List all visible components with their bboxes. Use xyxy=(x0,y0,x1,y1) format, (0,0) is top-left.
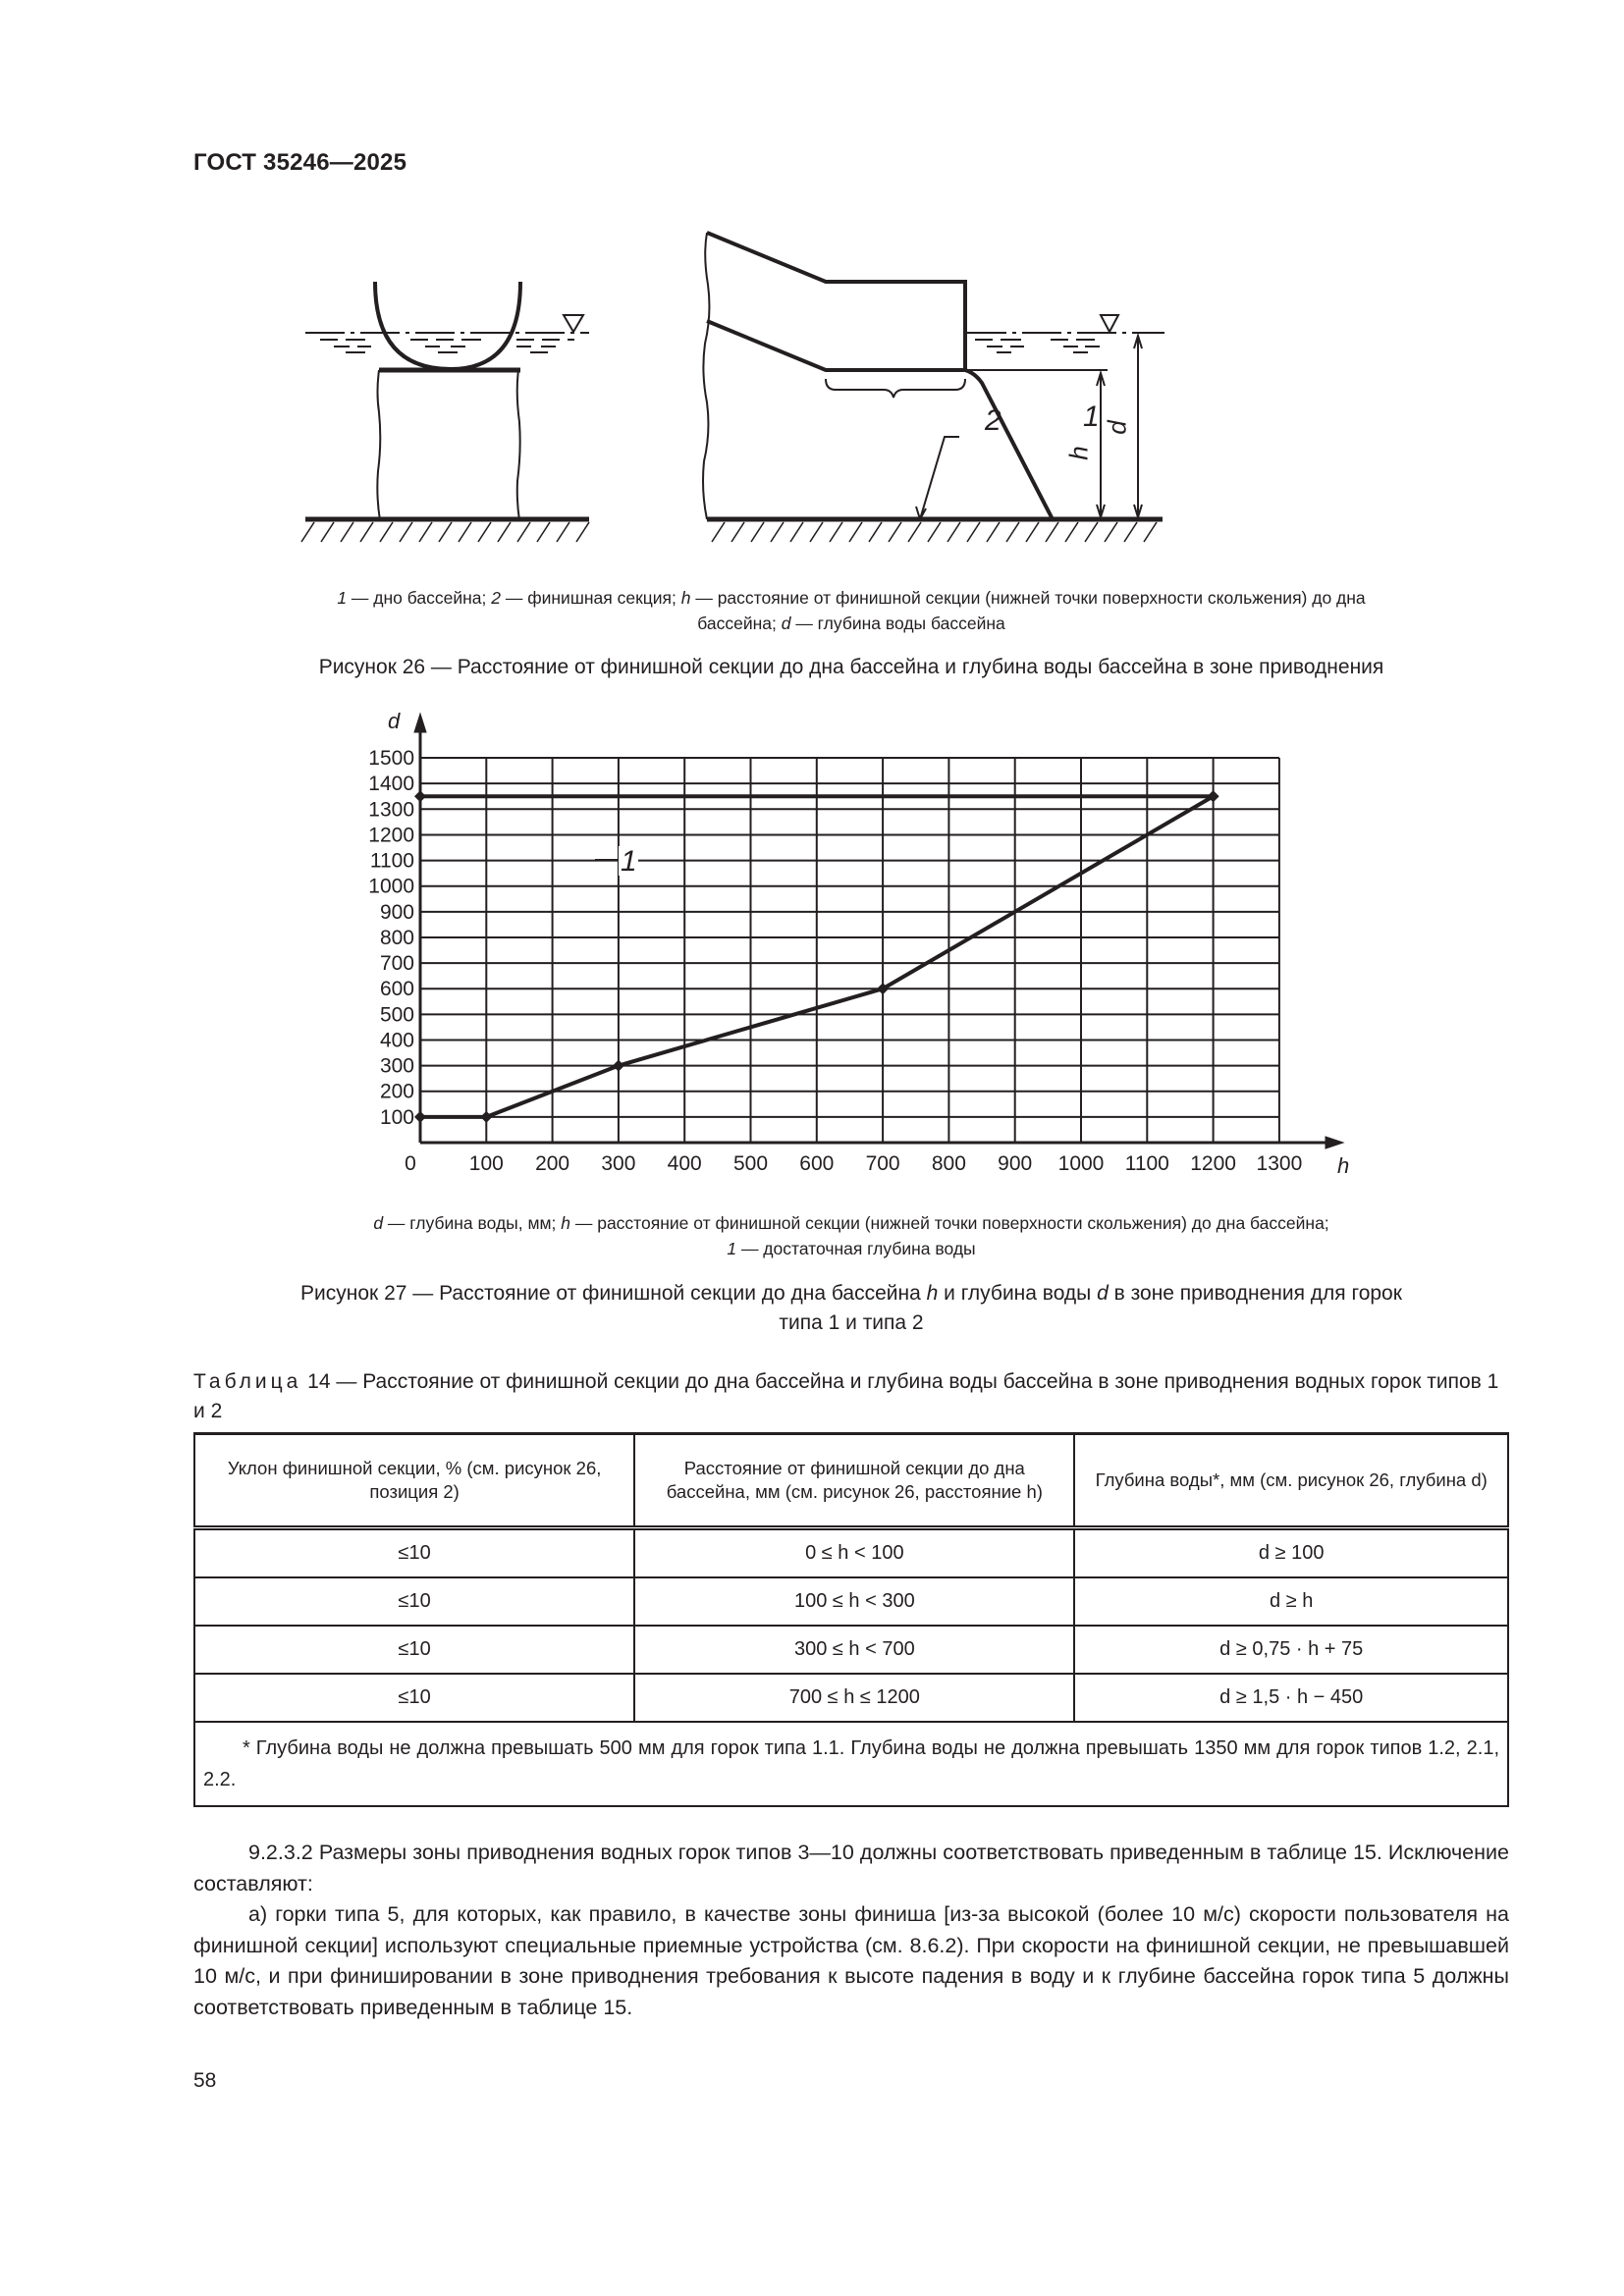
table-footnote: * Глубина воды не должна превышать 500 мм для горок типа 1.1. Глубина воды не должна превышать 1350 мм для горок типов 1.2, 2.1, 2.2. xyxy=(194,1722,1508,1806)
x-tick-label: 700 xyxy=(865,1152,900,1175)
data-point-marker xyxy=(414,790,426,802)
x-tick-label: 100 xyxy=(468,1152,504,1175)
x-tick-label: 900 xyxy=(998,1152,1033,1175)
column-header-distance: Расстояние от финишной секции до дна бассейна, мм (см. рисунок 26, расстояние h) xyxy=(634,1434,1074,1528)
table-14 xyxy=(193,1432,1509,1807)
y-tick-label: 500 xyxy=(379,1003,414,1027)
x-tick-label: 300 xyxy=(601,1152,636,1175)
y-tick-label: 1000 xyxy=(368,875,414,898)
column-header-depth: Глубина воды*, мм (см. рисунок 26, глубина d) xyxy=(1074,1434,1508,1528)
y-tick-label: 1500 xyxy=(368,747,414,771)
cell-distance: 100 ≤ h < 300 xyxy=(634,1577,1074,1626)
figure-26-label-d: d xyxy=(1102,420,1132,435)
cell-slope: ≤10 xyxy=(194,1674,634,1722)
table-footnote-row xyxy=(194,1722,1508,1806)
y-tick-label: 800 xyxy=(379,926,414,949)
x-tick-label: 0 xyxy=(405,1152,416,1175)
table-header-row xyxy=(194,1434,1508,1528)
cell-depth: d ≥ 0,75 · h + 75 xyxy=(1074,1626,1508,1674)
figure-27-title: Рисунок 27 — Расстояние от финишной секции до дна бассейна h и глубина воды d в зоне приводнения для горок типа 1 и типа 2 xyxy=(300,1282,1402,1334)
cell-slope: ≤10 xyxy=(194,1626,634,1674)
document-id: ГОСТ 35246—2025 xyxy=(193,149,407,176)
cell-distance: 300 ≤ h < 700 xyxy=(634,1626,1074,1674)
series-annotation-1: 1 xyxy=(621,845,637,878)
figure-26-label-1: 1 xyxy=(1083,400,1100,433)
y-axis-label: d xyxy=(388,709,401,733)
column-header-slope: Уклон финишной секции, % (см. рисунок 26, позиция 2) xyxy=(194,1434,634,1528)
figure-26-label-2: 2 xyxy=(985,404,1001,437)
x-tick-label: 200 xyxy=(535,1152,570,1175)
figure-27-legend: d — глубина воды, мм; h — расстояние от финишной секции (нижней точки поверхности скольжения) до дна бассейна; 1 — достаточная глубина воды xyxy=(373,1213,1329,1258)
data-point-marker xyxy=(414,1111,426,1123)
table-row xyxy=(194,1528,1508,1578)
figure-26-legend: 1 — дно бассейна; 2 — финишная секция; h — расстояние от финишной секции (нижней точки поверхности скольжения) до дна бассейна; d — глубина воды бассейна xyxy=(337,588,1366,633)
y-tick-label: 400 xyxy=(379,1029,414,1052)
x-tick-label: 500 xyxy=(732,1152,769,1175)
cell-slope: ≤10 xyxy=(194,1528,634,1578)
table-row xyxy=(194,1674,1508,1722)
cell-depth: d ≥ 1,5 · h − 450 xyxy=(1074,1674,1508,1722)
x-tick-label: 400 xyxy=(667,1152,702,1175)
data-point-marker xyxy=(613,1060,624,1072)
y-tick-label: 1300 xyxy=(368,798,414,822)
y-tick-label: 700 xyxy=(379,952,414,976)
cell-distance: 700 ≤ h ≤ 1200 xyxy=(634,1674,1074,1722)
y-tick-label: 1400 xyxy=(368,773,414,796)
table-14-title: Таблица 14 — Расстояние от финишной секции до дна бассейна и глубина воды бассейна в зоне приводнения водных горок типов 1 и 2 xyxy=(193,1370,1499,1422)
cell-distance: 0 ≤ h < 100 xyxy=(634,1528,1074,1578)
y-tick-label: 900 xyxy=(379,900,414,924)
x-tick-label: 800 xyxy=(931,1152,966,1175)
cell-depth: d ≥ 100 xyxy=(1074,1528,1508,1578)
cell-depth: d ≥ h xyxy=(1074,1577,1508,1626)
x-tick-label: 1200 xyxy=(1190,1152,1236,1175)
table-row xyxy=(194,1577,1508,1626)
y-tick-label: 200 xyxy=(379,1080,414,1103)
data-point-marker xyxy=(480,1111,492,1123)
y-tick-label: 300 xyxy=(379,1054,414,1078)
figure-27-chart xyxy=(0,687,1624,1198)
figure-26-title: Рисунок 26 — Расстояние от финишной секции до дна бассейна и глубина воды бассейна в зоне приводнения xyxy=(318,656,1384,678)
y-tick-label: 100 xyxy=(379,1105,414,1129)
y-tick-label: 600 xyxy=(379,978,414,1001)
y-tick-label: 1200 xyxy=(368,824,414,847)
y-tick-label: 1100 xyxy=(369,849,414,873)
paragraph-9-2-3-2: 9.2.3.2 Размеры зоны приводнения водных горок типов 3—10 должны соответствовать приведенным в таблице 15. Исключение составляют: xyxy=(193,1841,1509,1896)
x-tick-label: 600 xyxy=(799,1152,835,1175)
x-axis-label: h xyxy=(1337,1153,1350,1178)
paragraph-item-a: а) горки типа 5, для которых, как правило, в качестве зоны финиша [из-за высокой (более 10 м/с) скорости пользователя на финишной секции] используют специальные приемные устройства (см. 8.6.2). При скорости на финишной секции, не превышавшей 10 м/с, и при финишировании в зоне приводнения требования к высоте падения в воду и к глубине бассейна горок типа 5 должны соответствовать приведенным в таблице 15. xyxy=(193,1902,1509,2019)
page-number: 58 xyxy=(193,2069,217,2092)
cell-slope: ≤10 xyxy=(194,1577,634,1626)
x-tick-label: 1300 xyxy=(1256,1152,1303,1175)
x-tick-label: 1000 xyxy=(1057,1152,1105,1175)
figure-26-diagram xyxy=(0,0,1624,569)
table-row xyxy=(194,1626,1508,1674)
x-tick-label: 1100 xyxy=(1124,1152,1169,1175)
figure-26-label-h: h xyxy=(1063,446,1094,460)
